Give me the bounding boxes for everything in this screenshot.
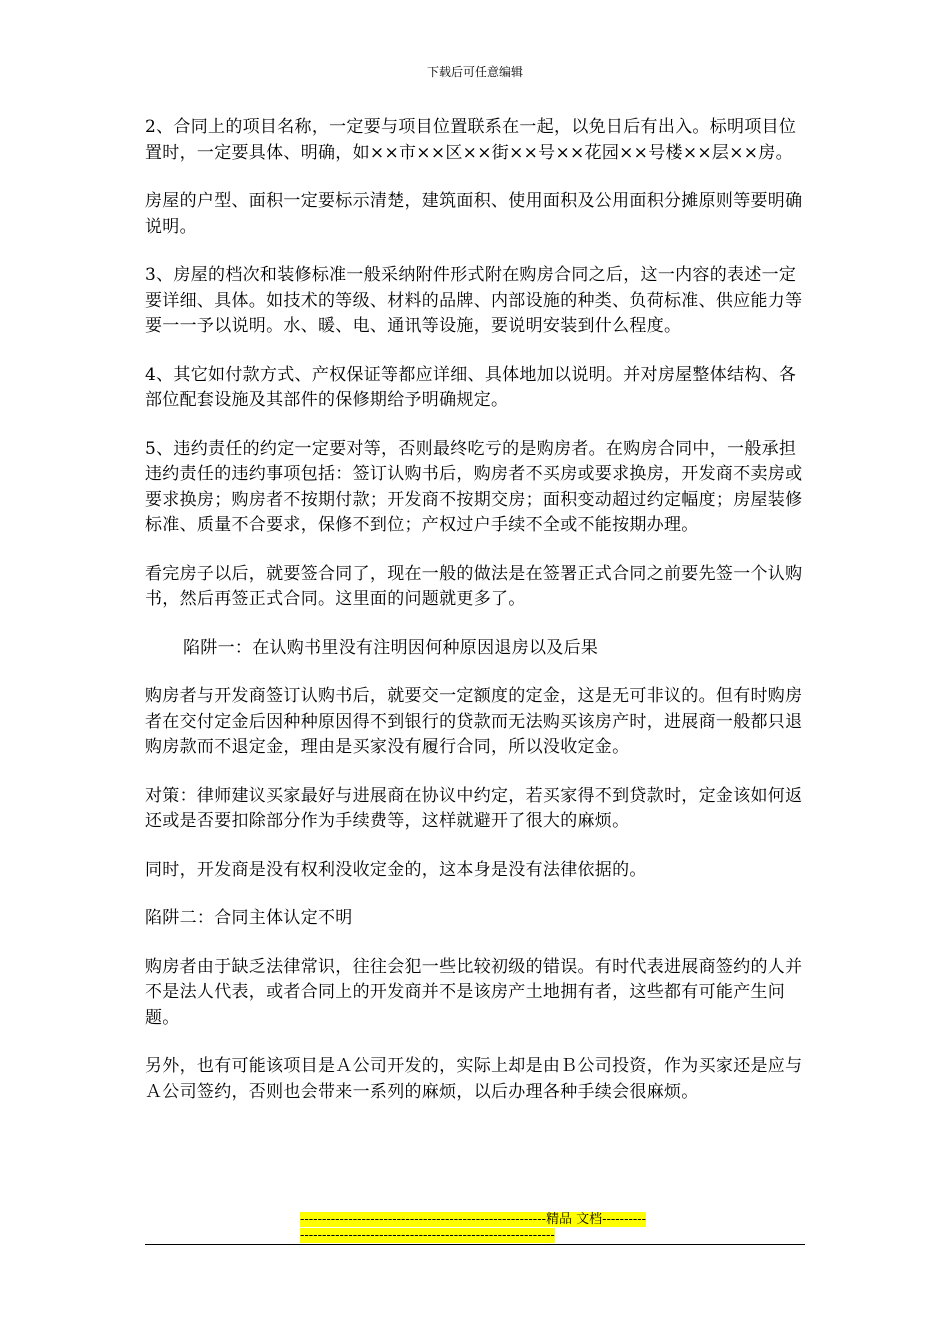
page-header: 下载后可任意编辑 [426,65,523,79]
heading-trap-two: 陷阱二：合同主体认定不明 [145,908,353,928]
paragraph-deposit: 购房者与开发商签订认购书后，就要交一定额度的定金，这是无可非议的。但有时购房者在交付定金后因种种原因得不到银行的贷款而无法购买该房产时，进展商一般都只退购房款而不退定金，理由是买家没有履行合同，所以没收定金。 [145,686,803,757]
footer-divider [145,1244,805,1245]
watermark-text: --------------------------------------------------------精品 文档-------------------------------------------------------------------- [300,1212,647,1243]
paragraph-item-2: 2、合同上的项目名称，一定要与项目位置联系在一起，以免日后有出入。标明项目位置时，一定要具体、明确，如××市××区××街××号××花园××号楼××层××房。 [145,117,797,163]
footer-watermark [300,1212,650,1244]
paragraph-company-a-b: 另外，也有可能该项目是Ａ公司开发的，实际上却是由Ｂ公司投资，作为买家还是应与Ａ公司签约，否则也会带来一系列的麻烦，以后办理各种手续会很麻烦。 [145,1056,803,1102]
heading-trap-one: 陷阱一：在认购书里没有注明因何种原因退房以及后果 [183,637,599,658]
paragraph-item-3: 3、房屋的档次和装修标准一般采纳附件形式附在购房合同之后，这一内容的表述一定要详细、具体。如技术的等级、材料的品牌、内部设施的种类、负荷标准、供应能力等要一一予以说明。水、暖、电、通讯等设施，要说明安装到什么程度。 [145,265,803,336]
paragraph-item-4: 4、其它如付款方式、产权保证等都应详细、具体地加以说明。并对房屋整体结构、各部位配套设施及其部件的保修期给予明确规定。 [145,364,797,410]
paragraph-no-right: 同时，开发商是没有权利没收定金的，这本身是没有法律依据的。 [145,859,647,880]
paragraph-countermeasure: 对策：律师建议买家最好与进展商在协议中约定，若买家得不到贷款时，定金该如何返还或是否要扣除部分作为手续费等，这样就避开了很大的麻烦。 [145,785,803,831]
paragraph-house-layout: 房屋的户型、面积一定要标示清楚，建筑面积、使用面积及公用面积分摊原则等要明确说明。 [145,191,803,237]
paragraph-contract-intro: 看完房子以后，就要签合同了，现在一般的做法是在签署正式合同之前要先签一个认购书，然后再签正式合同。这里面的问题就更多了。 [145,563,803,609]
paragraph-item-5: 5、违约责任的约定一定要对等，否则最终吃亏的是购房者。在购房合同中，一般承担违约责任的违约事项包括：签订认购书后，购房者不买房或要求换房，开发商不卖房或要求换房；购房者不按期付款；开发商不按期交房；面积变动超过约定幅度；房屋装修标准、质量不合要求，保修不到位；产权过户手续不全或不能按期办理。 [145,438,803,535]
document-body [145,115,810,1128]
paragraph-legal-knowledge: 购房者由于缺乏法律常识，往往会犯一些比较初级的错误。有时代表进展商签约的人并不是法人代表，或者合同上的开发商并不是该房产土地拥有者，这些都有可能产生问题。 [145,956,803,1028]
